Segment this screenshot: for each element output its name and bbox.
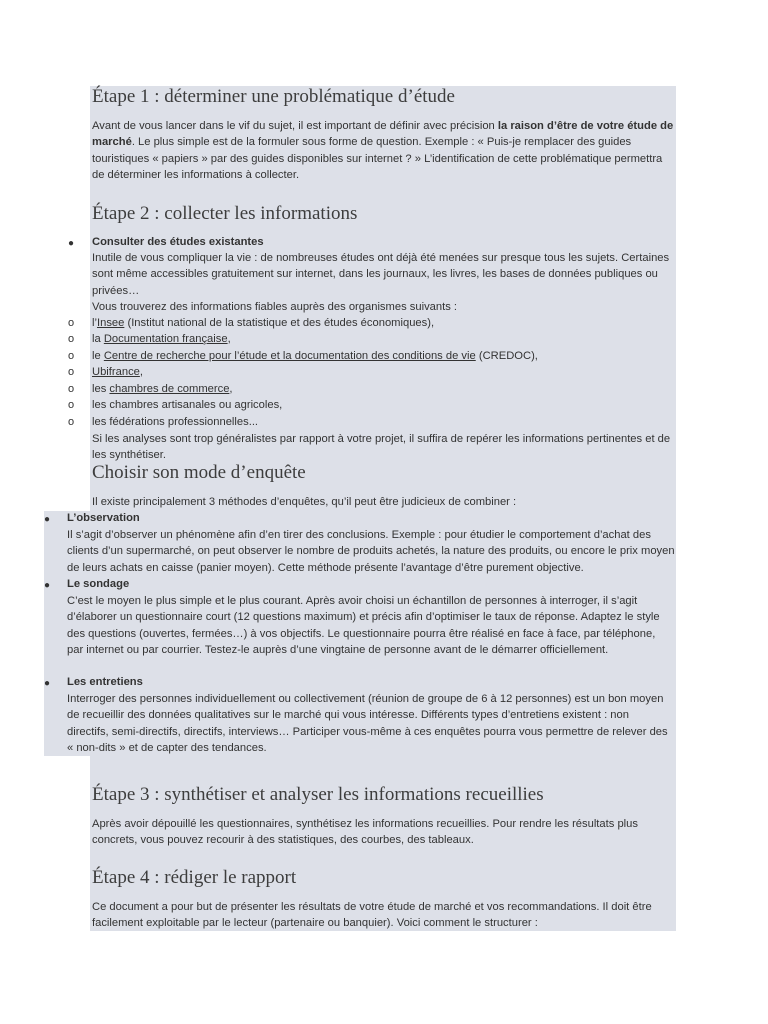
org-item-insee [92, 315, 434, 331]
link-ubifrance[interactable]: Ubifrance [92, 366, 140, 378]
etape4-heading: Étape 4 : rédiger le rapport [92, 867, 297, 888]
circle-bullet-icon: o [68, 416, 75, 428]
org-suffix: , [139, 366, 143, 378]
bullet-icon: ● [44, 580, 51, 591]
enquete-heading: Choisir son mode d’enquête [92, 462, 306, 483]
org-item-chambres-artisanales: les chambres artisanales ou agricoles, [92, 399, 283, 411]
link-insee[interactable]: Insee [96, 317, 125, 329]
etape1-heading: Étape 1 : déterminer une problématique d’étude [92, 86, 455, 107]
method-title-sondage: Le sondage [67, 578, 130, 590]
circle-bullet-icon: o [68, 383, 75, 395]
circle-bullet-icon: o [68, 399, 75, 411]
org-suffix: , [229, 383, 233, 395]
etape1-text-before: Avant de vous lancer dans le vif du sujet, il est important de définir avec précision [92, 120, 498, 132]
org-suffix: (CREDOC), [475, 350, 538, 362]
etape1-text-bold: la raison d’être de votre étude de marché [92, 120, 674, 149]
method-text-entretiens: Interroger des personnes individuellement ou collectivement (réunion de groupe de 6 à 12 personnes) est un bon moyen de recueillir des données qualitatives sur le marché qui vous intéresse. Différents types d’entretiens existent : non directifs, semi-directifs, directifs, interviews… Participer vous-même à ces enquêtes pourra vous permettre de relever des « non-dits » et de capter des tendances. [67, 693, 668, 755]
bullet-icon: ● [44, 514, 51, 525]
org-item-federations: les fédérations professionnelles... [92, 416, 259, 428]
bullet-icon: ● [44, 678, 51, 689]
org-item-documentation [92, 331, 231, 347]
etape2-bullet-title: Consulter des études existantes [92, 236, 264, 248]
etape4-paragraph: Ce document a pour but de présenter les résultats de votre étude de marché et vos recommandations. Il doit être facilement exploitable par le lecteur (partenaire ou banquier). Voici comment le structurer : [92, 901, 652, 930]
org-suffix: , [227, 333, 231, 345]
link-documentation-francaise[interactable]: Documentation française [103, 333, 228, 345]
link-chambres-commerce[interactable]: chambres de commerce [109, 383, 230, 395]
method-text-sondage: C’est le moyen le plus simple et le plus courant. Après avoir choisi un échantillon de personnes à interroger, il s’agit d’élaborer un questionnaire court (12 questions maximum) et précis afin d’optimiser le taux de réponse. Adaptez le style des questions (ouvertes, fermées…) à vos objectifs. Le questionnaire pourra être réalisé en face à face, par téléphone, par internet ou par courrier. Testez-le auprès d’une vingtaine de personne avant de le démarrer officiellement. [67, 595, 660, 657]
etape1-text-after: . Le plus simple est de la formuler sous forme de question. Exemple : « Puis-je remplacer des guides touristiques « papiers » par des guides disponibles sur internet ? » L’identification de cette problématique permettra de déterminer les informations à collecter. [92, 136, 663, 182]
circle-bullet-icon: o [68, 366, 75, 378]
org-item-ubifrance [92, 364, 143, 380]
etape3-paragraph: Après avoir dépouillé les questionnaires, synthétisez les informations recueillies. Pour rendre les résultats plus concrets, vous pouvez recourir à des statistiques, des courbes, des tableaux. [92, 818, 638, 847]
circle-bullet-icon: o [68, 317, 75, 329]
org-prefix: l’ [92, 317, 97, 329]
org-suffix: (Institut national de la statistique et des études économiques), [124, 317, 435, 329]
etape2-heading: Étape 2 : collecter les informations [92, 203, 358, 224]
org-item-credoc [92, 348, 538, 364]
etape2-conclusion: Si les analyses sont trop généralistes par rapport à votre projet, il suffira de repérer les informations pertinentes et de les synthétiser. [92, 433, 671, 462]
etape2-intro: Inutile de vous compliquer la vie : de nombreuses études ont déjà été menées sur presque tous les sujets. Certaines sont même accessibles gratuitement sur internet, dans les journaux, les livres, les bases de données publiques ou privées… [92, 252, 670, 297]
circle-bullet-icon: o [68, 333, 75, 345]
etape3-heading: Étape 3 : synthétiser et analyser les informations recueillies [92, 784, 544, 805]
etape1-paragraph [92, 118, 674, 184]
method-text-observation: Il s’agit d’observer un phénomène afin d’en tirer des conclusions. Exemple : pour étudier le comportement d’achat des clients d’un supermarché, on peut observer le nombre de produits achetés, la nature des produits, ou encore le prix moyen de leurs achats en caisse (panier moyen). Cette méthode présente l’avantage d’être purement objective. [67, 529, 675, 574]
enquete-intro: Il existe principalement 3 méthodes d’enquêtes, qu’il peut être judicieux de combiner : [92, 496, 517, 508]
method-title-entretiens: Les entretiens [67, 676, 143, 688]
org-item-chambres-commerce [92, 381, 233, 397]
bullet-icon: ● [68, 238, 75, 249]
method-title-observation: L’observation [67, 512, 140, 524]
org-prefix: les [92, 383, 110, 395]
org-prefix: le [92, 350, 104, 362]
org-prefix: la [92, 333, 104, 345]
circle-bullet-icon: o [68, 350, 75, 362]
etape2-orgs-intro: Vous trouverez des informations fiables auprès des organismes suivants : [92, 301, 458, 313]
link-credoc[interactable]: Centre de recherche pour l’étude et la documentation des conditions de vie [103, 350, 476, 362]
